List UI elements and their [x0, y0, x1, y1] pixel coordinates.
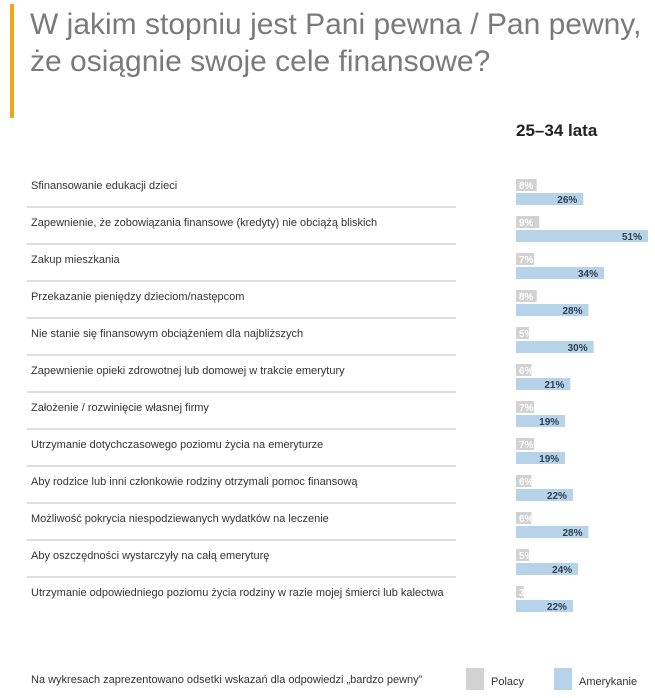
value-label-amerykanie-4: 28%: [562, 306, 583, 317]
value-label-amerykanie-9: 22%: [546, 491, 567, 502]
footnote: Na wykresach zaprezentowano odsetki wskazań dla odpowiedzi „bardzo pewny”: [31, 674, 423, 686]
category-label-12: Utrzymanie odpowiedniego poziomu życia rodziny w razie mojej śmierci lub kalectwa: [31, 587, 444, 599]
value-label-polacy-7: 7%: [519, 403, 534, 414]
value-label-polacy-1: 8%: [519, 181, 534, 192]
value-label-amerykanie-10: 28%: [562, 528, 583, 539]
value-label-polacy-2: 9%: [519, 218, 534, 229]
category-label-5: Nie stanie się finansowym obciążeniem dla najbliższych: [31, 328, 304, 340]
value-label-polacy-5: 5%: [519, 329, 534, 340]
value-label-polacy-11: 5%: [519, 551, 534, 562]
chart-title-line-2: że osiągnie swoje cele finansowe?: [30, 45, 491, 78]
value-label-amerykanie-12: 22%: [546, 602, 567, 613]
age-group-heading: 25–34 lata: [516, 121, 598, 140]
category-label-6: Zapewnienie opieki zdrowotnej lub domowej w trakcie emerytury: [31, 365, 345, 377]
value-label-amerykanie-7: 19%: [539, 417, 560, 428]
category-label-10: Możliwość pokrycia niespodziewanych wydatków na leczenie: [31, 513, 329, 525]
value-label-polacy-9: 6%: [519, 477, 534, 488]
category-label-9: Aby rodzice lub inni członkowie rodziny otrzymali pomoc finansową: [31, 476, 358, 488]
legend-swatch-amerykanie: [554, 668, 572, 690]
value-label-amerykanie-1: 26%: [557, 195, 578, 206]
value-label-amerykanie-11: 24%: [552, 565, 573, 576]
value-label-polacy-6: 6%: [519, 366, 534, 377]
value-label-polacy-3: 7%: [519, 255, 534, 266]
value-label-amerykanie-2: 51%: [621, 232, 642, 243]
value-label-polacy-12: 3%: [519, 588, 534, 599]
value-label-amerykanie-5: 30%: [567, 343, 588, 354]
value-label-amerykanie-8: 19%: [539, 454, 560, 465]
category-label-3: Zakup mieszkania: [31, 254, 120, 266]
legend-label-polacy: Polacy: [491, 676, 525, 688]
category-label-8: Utrzymanie dotychczasowego poziomu życia na emeryturze: [31, 439, 324, 451]
category-label-4: Przekazanie pieniędzy dzieciom/następcom: [31, 291, 245, 303]
category-label-2: Zapewnienie, że zobowiązania finansowe (kredyty) nie obciążą bliskich: [31, 217, 378, 229]
category-label-1: Sfinansowanie edukacji dzieci: [31, 180, 178, 192]
value-label-polacy-10: 6%: [519, 514, 534, 525]
legend-label-amerykanie: Amerykanie: [579, 676, 638, 688]
legend-swatch-polacy: [466, 668, 484, 690]
value-label-amerykanie-6: 21%: [544, 380, 565, 391]
value-label-polacy-8: 7%: [519, 440, 534, 451]
category-label-11: Aby oszczędności wystarczyły na całą emeryturę: [31, 550, 270, 562]
value-label-polacy-4: 8%: [519, 292, 534, 303]
chart-title-line-1: W jakim stopniu jest Pani pewna / Pan pewny,: [30, 8, 642, 41]
category-label-7: Założenie / rozwinięcie własnej firmy: [31, 402, 209, 414]
value-label-amerykanie-3: 34%: [577, 269, 598, 280]
